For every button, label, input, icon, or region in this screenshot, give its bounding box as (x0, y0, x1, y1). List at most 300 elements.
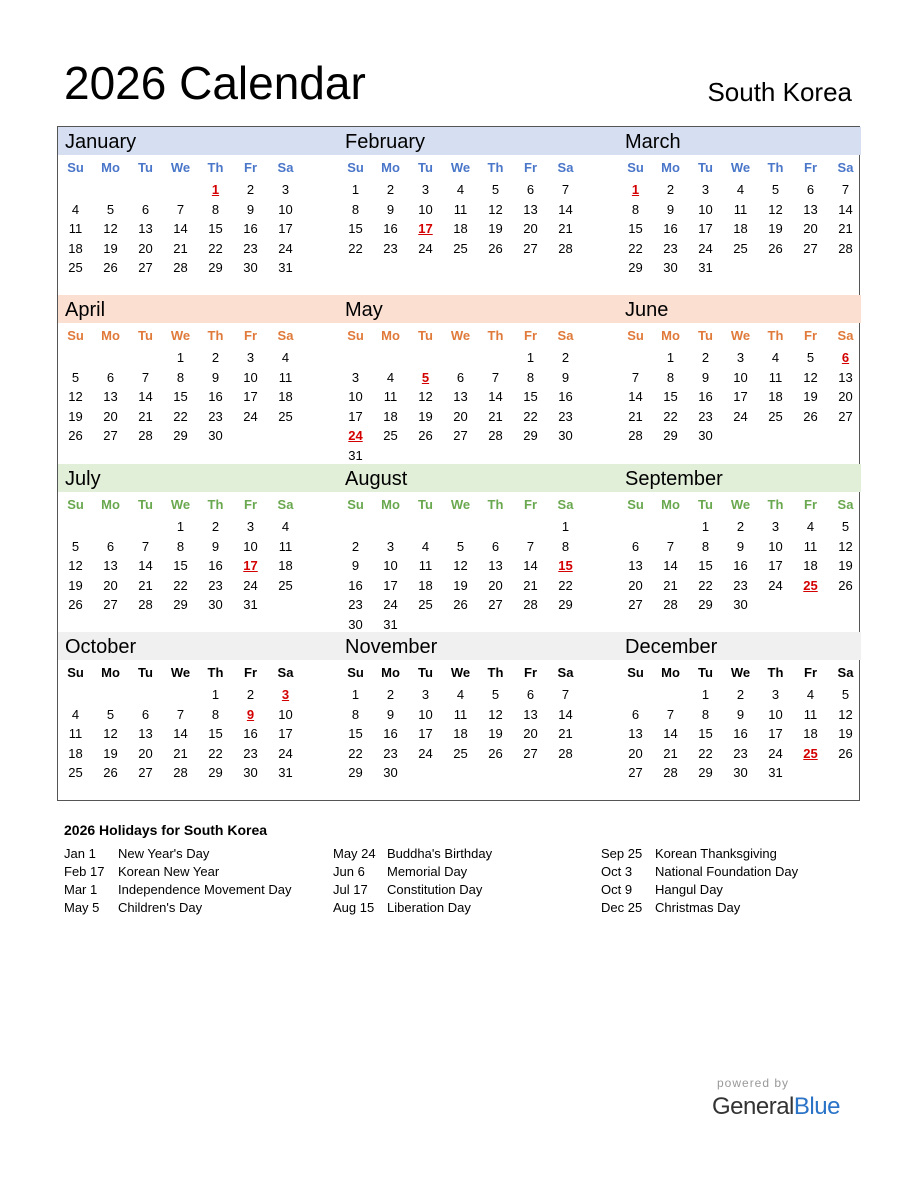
holiday-name: Liberation Day (387, 900, 471, 915)
calendar-day: 10 (698, 201, 713, 217)
calendar-day: 23 (663, 240, 678, 256)
calendar-day: 7 (666, 538, 675, 554)
calendar-day: 30 (733, 765, 748, 781)
calendar-day: 12 (453, 558, 468, 574)
calendar-day: 21 (488, 408, 503, 424)
calendar-day: 6 (106, 369, 115, 385)
calendar-day: 9 (211, 369, 220, 385)
weekday-label: We (730, 328, 751, 343)
calendar-day: 29 (348, 765, 363, 781)
calendar-day: 23 (208, 408, 223, 424)
calendar-day: 15 (698, 558, 713, 574)
calendar-day: 27 (803, 240, 818, 256)
calendar-day: 23 (383, 745, 398, 761)
calendar-day: 16 (383, 221, 398, 237)
calendar-day: 2 (246, 687, 255, 702)
weekday-label: Mo (661, 328, 680, 343)
calendar-day: 31 (768, 765, 783, 781)
calendar-day: 21 (663, 577, 678, 593)
holiday-date: 25 (803, 577, 818, 593)
calendar-day: 24 (768, 745, 783, 761)
calendar-day: 14 (138, 558, 153, 574)
calendar-day: 7 (141, 369, 150, 385)
calendar-day: 11 (453, 706, 468, 722)
weekday-label: Th (487, 328, 504, 343)
holiday-date: 6 (841, 350, 850, 365)
calendar-day: 20 (138, 745, 153, 761)
weekday-label: Su (347, 497, 364, 512)
weekday-label: Fr (524, 160, 537, 175)
weekday-label: Mo (381, 160, 400, 175)
calendar-day: 18 (68, 745, 83, 761)
calendar-day: 3 (771, 687, 780, 702)
calendar-day: 1 (526, 350, 535, 365)
weekday-label: Mo (661, 160, 680, 175)
calendar-day: 15 (173, 558, 188, 574)
calendar-day: 19 (68, 577, 83, 593)
holiday-date: 3 (281, 687, 290, 702)
calendar-day: 2 (666, 182, 675, 197)
calendar-day: 19 (768, 221, 783, 237)
calendar-day: 25 (68, 260, 83, 276)
holiday-date: 15 (558, 558, 573, 574)
month-september (618, 464, 898, 632)
calendar-day: 16 (208, 558, 223, 574)
weekday-label: Sa (557, 328, 574, 343)
calendar-day: 29 (663, 428, 678, 444)
calendar-day: 22 (698, 577, 713, 593)
calendar-day: 1 (351, 687, 360, 702)
weekday-label: Fr (804, 328, 817, 343)
holiday-row (333, 863, 492, 881)
calendar-day: 31 (698, 260, 713, 276)
weekday-label: Th (207, 665, 224, 680)
calendar-day: 24 (698, 240, 713, 256)
calendar-day: 30 (243, 765, 258, 781)
calendar-day: 28 (663, 597, 678, 613)
calendar-day: 1 (666, 350, 675, 365)
calendar-day: 18 (733, 221, 748, 237)
holiday-name: Buddha's Birthday (387, 846, 493, 861)
calendar-day: 13 (488, 558, 503, 574)
calendar-day: 16 (208, 389, 223, 405)
calendar-day: 30 (558, 428, 573, 444)
calendar-day: 6 (526, 182, 535, 197)
calendar-day: 18 (803, 558, 818, 574)
calendar-day: 12 (103, 221, 118, 237)
calendar-day: 21 (663, 745, 678, 761)
calendar-day: 29 (208, 765, 223, 781)
calendar-day: 28 (173, 260, 188, 276)
holiday-date-label: Feb 17 (64, 864, 105, 879)
calendar-day: 12 (488, 706, 503, 722)
calendar-day: 24 (243, 577, 258, 593)
calendar-day: 20 (103, 577, 118, 593)
calendar-day: 10 (243, 369, 258, 385)
calendar-day: 13 (523, 706, 538, 722)
calendar-day: 22 (173, 577, 188, 593)
calendar-day: 19 (418, 408, 433, 424)
calendar-day: 16 (698, 389, 713, 405)
calendar-day: 10 (768, 538, 783, 554)
weekday-label: Sa (277, 328, 294, 343)
weekday-label: Tu (418, 160, 433, 175)
calendar-day: 21 (173, 240, 188, 256)
calendar-day: 27 (103, 597, 118, 613)
calendar-day: 6 (631, 538, 640, 554)
calendar-day: 11 (383, 389, 398, 405)
calendar-day: 20 (628, 577, 643, 593)
weekday-label: Th (767, 328, 784, 343)
calendar-day: 5 (806, 350, 815, 365)
calendar-day: 22 (698, 745, 713, 761)
calendar-day: 7 (526, 538, 535, 554)
calendar-day: 4 (806, 687, 815, 702)
calendar-day: 17 (733, 389, 748, 405)
weekday-label: Mo (101, 497, 120, 512)
calendar-day: 30 (663, 260, 678, 276)
calendar-day: 2 (386, 182, 395, 197)
calendar-day: 10 (418, 706, 433, 722)
calendar-day: 29 (173, 428, 188, 444)
holiday-column (64, 845, 291, 917)
calendar-day: 20 (488, 577, 503, 593)
calendar-day: 7 (631, 369, 640, 385)
calendar-day: 31 (278, 260, 293, 276)
month-november (338, 632, 618, 800)
calendar-day: 3 (281, 182, 290, 197)
weekday-label: Sa (277, 497, 294, 512)
calendar-day: 7 (561, 687, 570, 702)
month-name: November (345, 636, 438, 658)
calendar-day: 23 (698, 408, 713, 424)
calendar-day: 14 (628, 389, 643, 405)
calendar-day: 19 (488, 221, 503, 237)
calendar-day: 9 (736, 538, 745, 554)
calendar-day: 20 (523, 221, 538, 237)
calendar-day: 30 (733, 597, 748, 613)
holiday-date-label: May 5 (64, 900, 100, 915)
calendar-day: 18 (418, 577, 433, 593)
calendar-day: 15 (523, 389, 538, 405)
calendar-day: 30 (208, 597, 223, 613)
calendar-day: 3 (421, 687, 430, 702)
holiday-date: 9 (246, 706, 255, 722)
holiday-date-label: Jan 1 (64, 846, 96, 861)
calendar-day: 21 (558, 221, 573, 237)
calendar-day: 15 (173, 389, 188, 405)
calendar-day: 29 (523, 428, 538, 444)
calendar-day: 29 (698, 765, 713, 781)
calendar-day: 26 (418, 428, 433, 444)
calendar-day: 14 (663, 726, 678, 742)
calendar-day: 3 (386, 538, 395, 554)
calendar-day: 21 (523, 577, 538, 593)
calendar-day: 5 (106, 201, 115, 217)
holidays-title: 2026 Holidays for South Korea (64, 822, 268, 838)
calendar-day: 16 (243, 726, 258, 742)
calendar-day: 4 (456, 687, 465, 702)
weekday-label: Su (627, 328, 644, 343)
weekday-label: We (730, 665, 751, 680)
calendar-day: 21 (558, 726, 573, 742)
month-name: January (65, 131, 137, 153)
calendar-day: 4 (771, 350, 780, 365)
weekday-label: Tu (138, 497, 153, 512)
holiday-column (333, 845, 492, 917)
calendar-day: 10 (383, 558, 398, 574)
calendar-day: 8 (666, 369, 675, 385)
calendar-day: 28 (558, 240, 573, 256)
month-name: September (625, 468, 723, 490)
calendar-day: 2 (736, 687, 745, 702)
calendar-day: 12 (803, 369, 818, 385)
weekday-label: Fr (244, 497, 257, 512)
holiday-row (64, 899, 291, 917)
calendar-day: 5 (841, 519, 850, 534)
calendar-day: 22 (348, 240, 363, 256)
calendar-day: 16 (733, 558, 748, 574)
weekday-label: Sa (837, 497, 854, 512)
calendar-day: 8 (176, 369, 185, 385)
weekday-label: Fr (244, 160, 257, 175)
holiday-row (333, 899, 492, 917)
calendar-day: 23 (348, 597, 363, 613)
calendar-day: 28 (663, 765, 678, 781)
calendar-day: 18 (278, 558, 293, 574)
logo-general: General (712, 1093, 794, 1120)
calendar-day: 11 (803, 538, 818, 554)
month-name: May (345, 299, 383, 321)
calendar-day: 2 (351, 538, 360, 554)
calendar-day: 13 (103, 389, 118, 405)
weekday-label: Tu (698, 160, 713, 175)
holiday-date-label: Oct 9 (601, 882, 633, 897)
calendar-day: 25 (453, 240, 468, 256)
calendar-day: 9 (386, 201, 395, 217)
month-name: December (625, 636, 718, 658)
calendar-day: 8 (211, 706, 220, 722)
calendar-day: 19 (453, 577, 468, 593)
holiday-column (601, 845, 798, 917)
calendar-day: 24 (768, 577, 783, 593)
holiday-date: 17 (243, 558, 258, 574)
weekday-label: Tu (418, 665, 433, 680)
calendar-day: 26 (838, 745, 853, 761)
holiday-date: 1 (211, 182, 220, 197)
calendar-day: 12 (68, 558, 83, 574)
calendar-day: 13 (628, 558, 643, 574)
month-name: February (345, 131, 426, 153)
calendar-day: 6 (106, 538, 115, 554)
calendar-day: 14 (138, 389, 153, 405)
weekday-label: We (730, 160, 751, 175)
weekday-label: We (730, 497, 751, 512)
holiday-name: Constitution Day (387, 882, 483, 897)
weekday-label: Sa (837, 665, 854, 680)
calendar-day: 10 (418, 201, 433, 217)
calendar-day: 28 (138, 428, 153, 444)
calendar-day: 8 (351, 201, 360, 217)
calendar-day: 12 (103, 726, 118, 742)
calendar-day: 26 (838, 577, 853, 593)
month-name: August (345, 468, 408, 490)
calendar-day: 23 (243, 745, 258, 761)
calendar-day: 22 (523, 408, 538, 424)
calendar-day: 11 (733, 201, 748, 217)
powered-by-text: powered by (717, 1076, 790, 1090)
calendar-day: 18 (803, 726, 818, 742)
calendar-day: 23 (208, 577, 223, 593)
calendar-day: 24 (418, 745, 433, 761)
calendar-day: 17 (348, 408, 363, 424)
calendar-day: 8 (526, 369, 535, 385)
calendar-day: 28 (523, 597, 538, 613)
calendar-day: 26 (488, 745, 503, 761)
calendar-day: 13 (138, 221, 153, 237)
weekday-label: Sa (277, 665, 294, 680)
month-name: April (65, 299, 106, 321)
calendar-day: 26 (68, 428, 83, 444)
calendar-day: 4 (71, 706, 80, 722)
weekday-label: Th (207, 497, 224, 512)
calendar-day: 23 (733, 745, 748, 761)
holiday-date-label: Jun 6 (333, 864, 365, 879)
weekday-label: Tu (418, 328, 433, 343)
calendar-day: 25 (278, 408, 293, 424)
calendar-day: 14 (663, 558, 678, 574)
calendar-day: 14 (488, 389, 503, 405)
holiday-row (601, 845, 798, 863)
calendar-day: 11 (453, 201, 468, 217)
weekday-label: Sa (557, 665, 574, 680)
holiday-date-label: May 24 (333, 846, 376, 861)
weekday-label: Th (487, 665, 504, 680)
calendar-day: 17 (243, 389, 258, 405)
calendar-day: 20 (628, 745, 643, 761)
calendar-day: 3 (246, 350, 255, 365)
weekday-label: Fr (524, 497, 537, 512)
holiday-date-label: Mar 1 (64, 882, 98, 897)
calendar-day: 21 (173, 745, 188, 761)
calendar-day: 13 (838, 369, 853, 385)
calendar-day: 14 (523, 558, 538, 574)
calendar-day: 9 (666, 201, 675, 217)
calendar-day: 27 (103, 428, 118, 444)
calendar-day: 30 (208, 428, 223, 444)
calendar-day: 13 (523, 201, 538, 217)
calendar-day: 28 (628, 428, 643, 444)
calendar-day: 6 (526, 687, 535, 702)
calendar-day: 25 (453, 745, 468, 761)
calendar-day: 24 (278, 240, 293, 256)
month-august (338, 464, 618, 632)
calendar-day: 27 (138, 765, 153, 781)
calendar-day: 13 (103, 558, 118, 574)
calendar-day: 29 (698, 597, 713, 613)
weekday-label: We (170, 328, 191, 343)
month-july (58, 464, 338, 632)
calendar-day: 11 (768, 369, 783, 385)
calendar-day: 1 (176, 350, 185, 365)
calendar-day: 15 (208, 726, 223, 742)
calendar-day: 19 (838, 726, 853, 742)
calendar-day: 27 (628, 597, 643, 613)
calendar-day: 18 (453, 726, 468, 742)
month-february (338, 127, 618, 295)
calendar-day: 12 (838, 706, 853, 722)
calendar-day: 4 (456, 182, 465, 197)
weekday-label: Fr (524, 665, 537, 680)
weekday-label: Tu (138, 160, 153, 175)
calendar-day: 17 (278, 221, 293, 237)
holiday-date: 5 (421, 369, 430, 385)
calendar-day: 22 (628, 240, 643, 256)
calendar-day: 8 (701, 706, 710, 722)
calendar-day: 13 (138, 726, 153, 742)
calendar-day: 21 (138, 408, 153, 424)
calendar-day: 7 (561, 182, 570, 197)
holiday-date-label: Jul 17 (333, 882, 368, 897)
calendar-day: 29 (558, 597, 573, 613)
calendar-day: 1 (211, 687, 220, 702)
holiday-row (601, 863, 798, 881)
calendar-day: 2 (701, 350, 710, 365)
calendar-day: 15 (208, 221, 223, 237)
holiday-name: National Foundation Day (655, 864, 799, 879)
calendar-day: 8 (631, 201, 640, 217)
weekday-label: Mo (381, 665, 400, 680)
weekday-label: Tu (138, 665, 153, 680)
calendar-day: 23 (243, 240, 258, 256)
calendar-day: 6 (141, 706, 150, 722)
calendar-day: 7 (176, 706, 185, 722)
calendar-day: 12 (768, 201, 783, 217)
month-name: July (65, 468, 101, 490)
calendar-day: 27 (453, 428, 468, 444)
weekday-label: Fr (244, 665, 257, 680)
weekday-label: Su (347, 328, 364, 343)
calendar-day: 5 (71, 369, 80, 385)
holiday-row (64, 881, 291, 899)
calendar-day: 5 (771, 182, 780, 197)
calendar-day: 3 (701, 182, 710, 197)
calendar-day: 30 (383, 765, 398, 781)
calendar-day: 31 (383, 617, 398, 632)
calendar-day: 20 (103, 408, 118, 424)
holiday-name: Memorial Day (387, 864, 468, 879)
calendar-day: 18 (453, 221, 468, 237)
calendar-day: 2 (211, 519, 220, 534)
weekday-label: Su (67, 160, 84, 175)
calendar-day: 10 (278, 201, 293, 217)
calendar-day: 16 (558, 389, 573, 405)
calendar-day: 12 (68, 389, 83, 405)
weekday-label: Tu (698, 665, 713, 680)
calendar-day: 8 (561, 538, 570, 554)
calendar-grid (57, 126, 860, 801)
calendar-day: 29 (628, 260, 643, 276)
calendar-day: 4 (281, 519, 290, 534)
calendar-day: 27 (523, 240, 538, 256)
weekday-label: Tu (698, 328, 713, 343)
calendar-day: 22 (558, 577, 573, 593)
calendar-day: 11 (803, 706, 818, 722)
month-name: June (625, 299, 669, 321)
calendar-day: 13 (628, 726, 643, 742)
weekday-label: We (450, 665, 471, 680)
calendar-day: 26 (488, 240, 503, 256)
